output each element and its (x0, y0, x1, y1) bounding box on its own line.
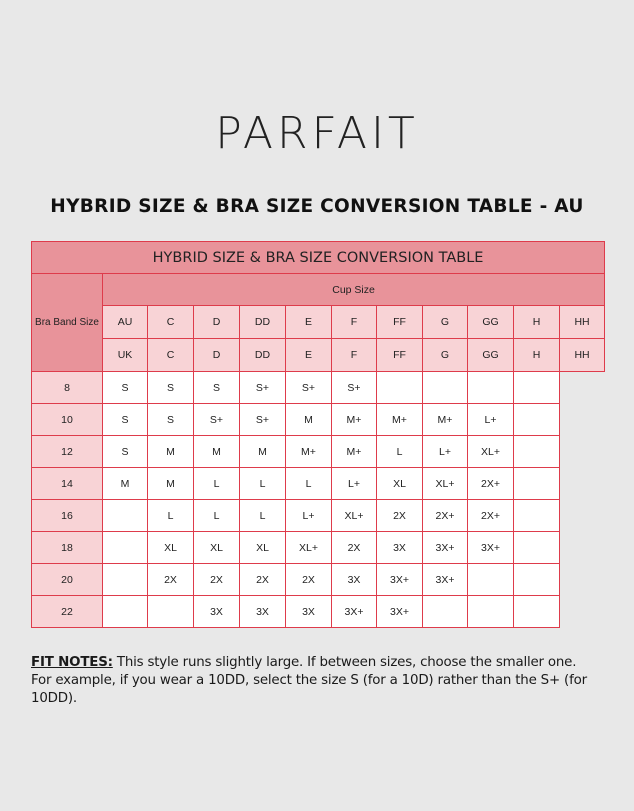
table-row (32, 468, 605, 500)
size-cell: 2X (377, 500, 423, 532)
size-cell: S+ (240, 372, 286, 404)
size-cell: L (148, 500, 194, 532)
size-cell: M (148, 468, 194, 500)
au-cup-g: G (423, 306, 468, 339)
table-row (32, 500, 605, 532)
size-cell: M (194, 436, 240, 468)
size-conversion-table (31, 241, 605, 628)
size-cell (468, 596, 514, 628)
size-cell: 3X+ (332, 596, 377, 628)
uk-system-label: UK (103, 339, 148, 372)
size-cell: 3X+ (377, 596, 423, 628)
size-cell (423, 596, 468, 628)
size-cell: 3X (194, 596, 240, 628)
size-cell: 3X+ (423, 564, 468, 596)
size-cell: S (194, 372, 240, 404)
size-cell: 3X+ (377, 564, 423, 596)
table-row (32, 372, 605, 404)
uk-cup-gg: GG (468, 339, 514, 372)
size-cell: 2X (286, 564, 332, 596)
au-cup-gg: GG (468, 306, 514, 339)
size-cell: L+ (468, 404, 514, 436)
size-cell: M (148, 436, 194, 468)
size-cell: XL+ (468, 436, 514, 468)
band-size-header: Bra Band Size (32, 274, 103, 372)
band-size-cell: 10 (32, 404, 103, 436)
size-cell: 2X (148, 564, 194, 596)
size-cell: XL (377, 468, 423, 500)
size-cell (514, 372, 560, 404)
uk-cup-ff: FF (377, 339, 423, 372)
au-cup-hh: HH (560, 306, 605, 339)
size-cell (514, 436, 560, 468)
size-cell (514, 468, 560, 500)
band-size-cell: 20 (32, 564, 103, 596)
table-row (32, 564, 605, 596)
size-cell: XL (148, 532, 194, 564)
size-cell: L+ (286, 500, 332, 532)
au-system-label: AU (103, 306, 148, 339)
size-cell: XL (194, 532, 240, 564)
size-cell: S+ (240, 404, 286, 436)
size-cell (103, 564, 148, 596)
fit-notes-line1: This style runs slightly large. If between sizes, choose the smaller one. (112, 655, 577, 670)
size-cell: L (286, 468, 332, 500)
size-cell: M+ (286, 436, 332, 468)
fit-notes (31, 654, 621, 708)
size-cell: XL (240, 532, 286, 564)
size-cell: L+ (332, 468, 377, 500)
size-cell: M+ (423, 404, 468, 436)
band-size-cell: 8 (32, 372, 103, 404)
au-cup-h: H (514, 306, 560, 339)
au-cup-dd: DD (240, 306, 286, 339)
size-cell: 2X (240, 564, 286, 596)
size-cell: S+ (286, 372, 332, 404)
size-cell: XL+ (332, 500, 377, 532)
brand-logo: PARFAIT (215, 108, 419, 159)
size-cell (514, 532, 560, 564)
size-cell: 3X (377, 532, 423, 564)
size-cell (103, 532, 148, 564)
size-cell: L (377, 436, 423, 468)
table-row (32, 436, 605, 468)
size-cell: 2X+ (468, 500, 514, 532)
size-cell: 2X+ (423, 500, 468, 532)
size-cell (514, 596, 560, 628)
size-cell: S (103, 372, 148, 404)
size-cell: S (103, 436, 148, 468)
size-cell: M (240, 436, 286, 468)
size-cell: 3X (332, 564, 377, 596)
size-cell: M+ (377, 404, 423, 436)
size-cell: 3X+ (468, 532, 514, 564)
uk-cup-d: D (194, 339, 240, 372)
size-cell (514, 500, 560, 532)
size-cell (514, 404, 560, 436)
size-cell: 2X+ (468, 468, 514, 500)
size-cell: 2X (194, 564, 240, 596)
size-cell: L (194, 500, 240, 532)
uk-cup-dd: DD (240, 339, 286, 372)
size-cell (377, 372, 423, 404)
page-title: HYBRID SIZE & BRA SIZE CONVERSION TABLE - AU (50, 196, 584, 217)
size-cell: L (194, 468, 240, 500)
fit-notes-line2: For example, if you wear a 10DD, select the size S (for a 10D) rather than the S+ (for 10DD). (31, 673, 587, 706)
size-cell: L+ (423, 436, 468, 468)
size-cell: XL+ (286, 532, 332, 564)
size-cell: 2X (332, 532, 377, 564)
au-cup-c: C (148, 306, 194, 339)
band-size-cell: 18 (32, 532, 103, 564)
size-cell: 3X (240, 596, 286, 628)
size-cell (514, 564, 560, 596)
uk-cup-h: H (514, 339, 560, 372)
table-row (32, 532, 605, 564)
table-title: HYBRID SIZE & BRA SIZE CONVERSION TABLE (32, 242, 605, 274)
cup-size-header: Cup Size (103, 274, 605, 306)
uk-cup-c: C (148, 339, 194, 372)
uk-cup-e: E (286, 339, 332, 372)
size-cell: S (148, 372, 194, 404)
size-cell: S (148, 404, 194, 436)
size-cell: L (240, 500, 286, 532)
size-cell (468, 372, 514, 404)
size-cell: S (103, 404, 148, 436)
size-cell (148, 596, 194, 628)
size-cell: S+ (332, 372, 377, 404)
size-cell (468, 564, 514, 596)
table-row (32, 596, 605, 628)
band-size-cell: 12 (32, 436, 103, 468)
band-size-cell: 16 (32, 500, 103, 532)
au-cup-e: E (286, 306, 332, 339)
size-cell: 3X+ (423, 532, 468, 564)
au-cup-ff: FF (377, 306, 423, 339)
size-cell: XL+ (423, 468, 468, 500)
fit-notes-lead: FIT NOTES: (31, 655, 113, 670)
uk-cup-f: F (332, 339, 377, 372)
size-cell: M+ (332, 404, 377, 436)
au-cup-f: F (332, 306, 377, 339)
uk-cup-g: G (423, 339, 468, 372)
au-cup-d: D (194, 306, 240, 339)
size-cell: M+ (332, 436, 377, 468)
band-size-cell: 14 (32, 468, 103, 500)
size-cell (423, 372, 468, 404)
size-cell: M (103, 468, 148, 500)
size-cell: S+ (194, 404, 240, 436)
size-cell: 3X (286, 596, 332, 628)
uk-cup-hh: HH (560, 339, 605, 372)
table-row (32, 404, 605, 436)
size-cell: M (286, 404, 332, 436)
size-cell (103, 596, 148, 628)
size-cell (103, 500, 148, 532)
band-size-cell: 22 (32, 596, 103, 628)
size-cell: L (240, 468, 286, 500)
